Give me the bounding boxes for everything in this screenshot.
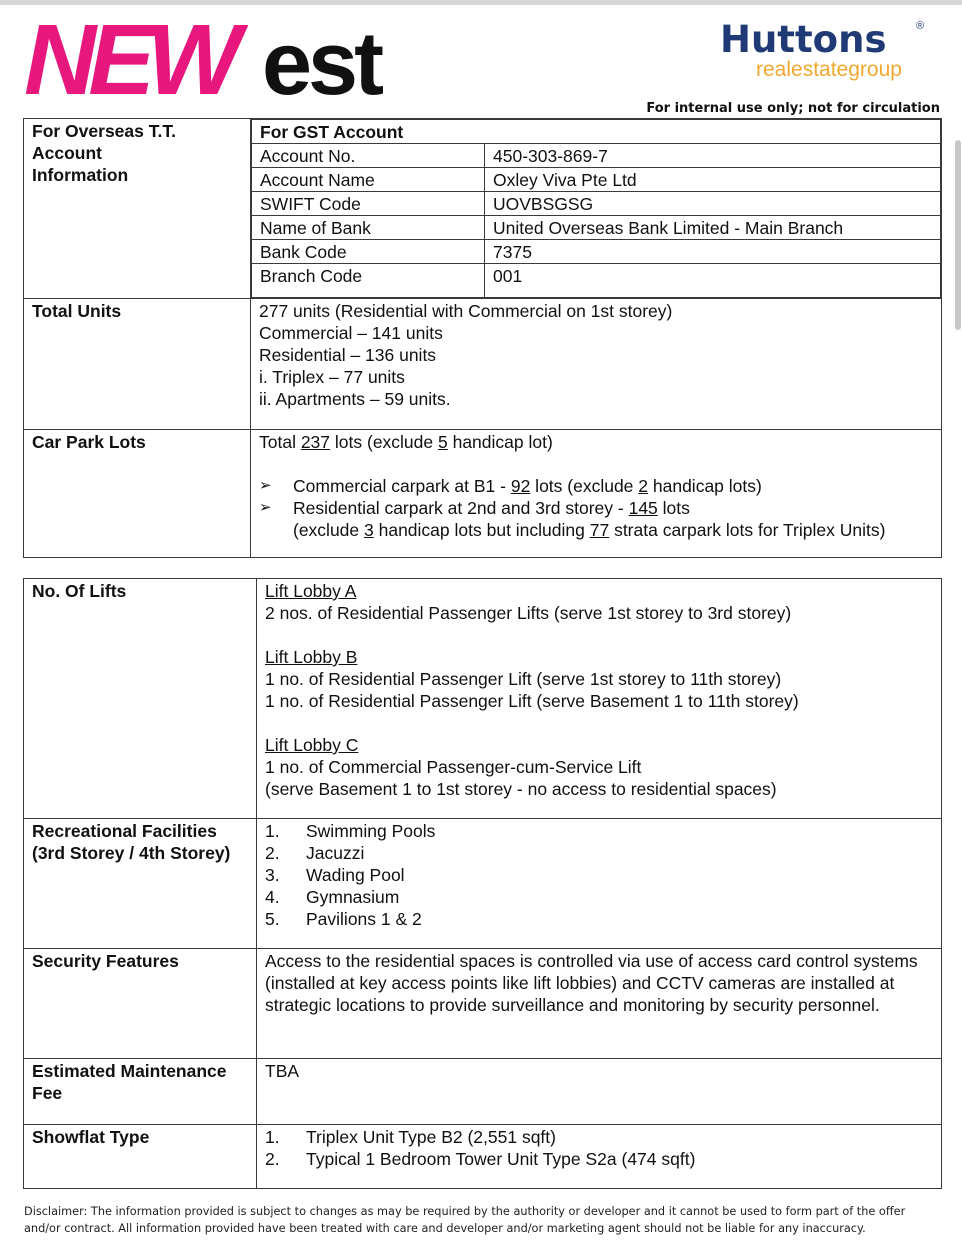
car-park-bullet: ➢ Residential carpark at 2nd and 3rd storey - 145 lots	[259, 498, 690, 518]
arrow-bullet-icon: ➢	[259, 499, 272, 516]
lifts-value	[257, 579, 942, 819]
lift-line: 1 no. of Commercial Passenger-cum-Service Lift	[265, 757, 642, 777]
lifts-row	[24, 579, 942, 819]
list-item: 2. Typical 1 Bedroom Tower Unit Type S2a (474 sqft)	[265, 1149, 696, 1169]
account-value: 7375	[485, 240, 941, 264]
lift-line: 1 no. of Residential Passenger Lift (serve 1st storey to 11th storey)	[265, 669, 782, 689]
list-item: 5. Pavilions 1 & 2	[265, 909, 422, 929]
car-park-label: Car Park Lots	[24, 430, 251, 558]
project-info-table-1	[23, 118, 942, 558]
account-key: Name of Bank	[252, 216, 485, 240]
car-park-note: (exclude 3 handicap lots but including 77 strata carpark lots for Triplex Units)	[293, 520, 886, 540]
account-key: SWIFT Code	[252, 192, 485, 216]
lifts-label: No. Of Lifts	[24, 579, 257, 819]
total-units-value	[251, 299, 942, 430]
disclaimer-text: Disclaimer: The information provided is subject to changes as may be required by the authority or developer and it cannot be used to form part of the offer and/or contract. All information provided have been treated with care and developer and/or marketing agent should not be liable for any inaccuracy.	[24, 1205, 906, 1235]
registered-mark: ®	[916, 20, 925, 32]
account-key: Bank Code	[252, 240, 485, 264]
car-park-total: Total 237 lots (exclude 5 handicap lot)	[259, 432, 553, 452]
list-item: 4. Gymnasium	[265, 887, 400, 907]
units-line: ii. Apartments – 59 units.	[259, 389, 451, 409]
units-line: i. Triplex – 77 units	[259, 367, 405, 387]
list-item: 3. Wading Pool	[265, 865, 405, 885]
security-value: Access to the residential spaces is controlled via use of access card control systems (installed at key access points like lift lobbies) and CCTV cameras are installed at strategic locations to provide surveillance and monitoring by security personnel.	[257, 949, 942, 1059]
car-park-row	[24, 430, 942, 558]
account-label: For Overseas T.T. Account Information	[24, 119, 251, 299]
car-park-bullet: ➢ Commercial carpark at B1 - 92 lots (exclude 2 handicap lots)	[259, 476, 762, 496]
huttons-name: Huttons	[720, 18, 887, 61]
units-line: Commercial – 141 units	[259, 323, 443, 343]
maintenance-row	[24, 1059, 942, 1125]
total-units-label: Total Units	[24, 299, 251, 430]
account-value: Oxley Viva Pte Ltd	[485, 168, 941, 192]
list-item: 1. Swimming Pools	[265, 821, 436, 841]
showflat-list	[257, 1125, 942, 1189]
account-key: Branch Code	[252, 264, 485, 298]
account-heading: For GST Account	[252, 120, 941, 144]
security-label: Security Features	[24, 949, 257, 1059]
lift-lobby-b: Lift Lobby B	[265, 647, 358, 667]
project-info-table-2	[23, 578, 942, 1189]
account-cell	[251, 119, 942, 299]
car-park-value	[251, 430, 942, 558]
lift-line: 2 nos. of Residential Passenger Lifts (serve 1st storey to 3rd storey)	[265, 603, 792, 623]
units-line: Residential – 136 units	[259, 345, 437, 365]
recreation-label: Recreational Facilities (3rd Storey / 4th Storey)	[24, 819, 257, 949]
list-item: 2. Jacuzzi	[265, 843, 365, 863]
maintenance-value: TBA	[257, 1059, 942, 1125]
recreation-row	[24, 819, 942, 949]
lift-line: 1 no. of Residential Passenger Lift (serve Basement 1 to 11th storey)	[265, 691, 799, 711]
recreation-list	[257, 819, 942, 949]
account-value: United Overseas Bank Limited - Main Branch	[485, 216, 941, 240]
huttons-logo	[720, 18, 940, 88]
security-row	[24, 949, 942, 1059]
top-border	[0, 0, 962, 5]
internal-use-note: For internal use only; not for circulation	[646, 101, 940, 116]
huttons-subtitle: realestategroup	[756, 58, 902, 81]
account-key: Account Name	[252, 168, 485, 192]
account-value: 001	[485, 264, 941, 298]
account-value: 450-303-869-7	[485, 144, 941, 168]
account-value: UOVBSGSG	[485, 192, 941, 216]
total-units-row	[24, 299, 942, 430]
lift-line: (serve Basement 1 to 1st storey - no access to residential spaces)	[265, 779, 777, 799]
newest-logo	[24, 8, 434, 103]
lift-lobby-a: Lift Lobby A	[265, 581, 357, 601]
logo-pink-text: NEW	[24, 8, 234, 103]
showflat-row	[24, 1125, 942, 1189]
account-details-table	[251, 119, 941, 298]
account-key: Account No.	[252, 144, 485, 168]
arrow-bullet-icon: ➢	[259, 477, 272, 494]
maintenance-label: Estimated Maintenance Fee	[24, 1059, 257, 1125]
lift-lobby-c: Lift Lobby C	[265, 735, 359, 755]
logo-black-text: est	[262, 14, 381, 103]
showflat-label: Showflat Type	[24, 1125, 257, 1189]
scrollbar[interactable]	[955, 140, 961, 330]
account-row	[24, 119, 942, 299]
units-line: 277 units (Residential with Commercial on 1st storey)	[259, 301, 673, 321]
list-item: 1. Triplex Unit Type B2 (2,551 sqft)	[265, 1127, 556, 1147]
